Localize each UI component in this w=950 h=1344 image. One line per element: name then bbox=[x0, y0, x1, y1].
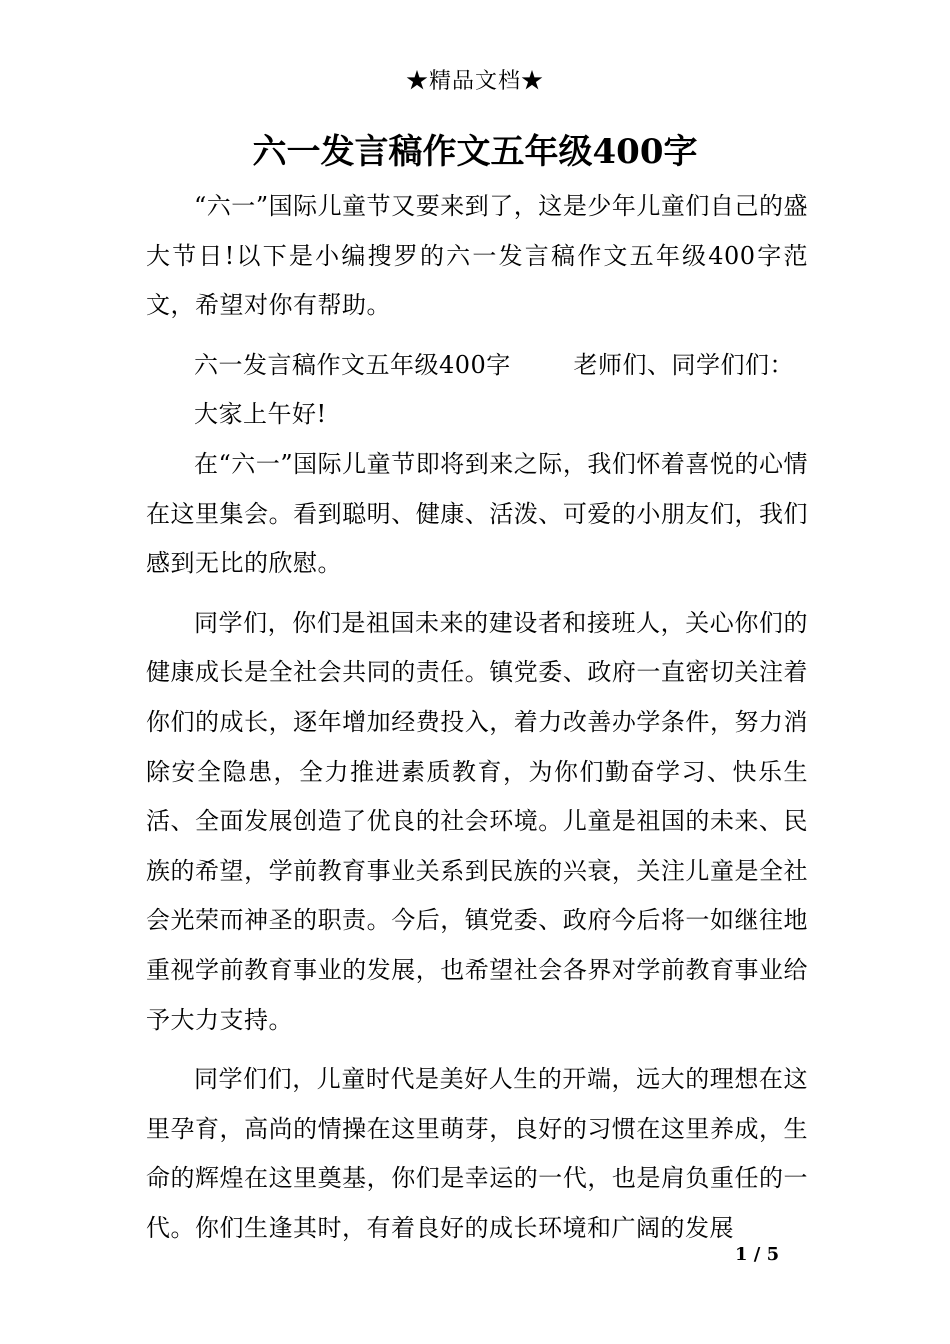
document-body bbox=[146, 182, 808, 1253]
body-paragraph-1: 在“六一”国际儿童节即将到来之际，我们怀着喜悦的心情在这里集会。看到聪明、健康、活泼、可爱的小朋友们，我们感到无比的欣慰。 bbox=[146, 449, 808, 578]
subtitle-left-text: 六一发言稿作文五年级400字 bbox=[194, 350, 511, 379]
page-header: ★精品文档★ bbox=[405, 69, 544, 94]
intro-paragraph: “六一”国际儿童节又要来到了，这是少年儿童们自己的盛大节日!以下是小编搜罗的六一发言稿作文五年级400字范文，希望对你有帮助。 bbox=[146, 192, 808, 320]
subtitle-right-text: 老师们、同学们们： bbox=[573, 350, 794, 379]
greeting-paragraph: 大家上午好! bbox=[194, 400, 327, 429]
page-number: 1 / 5 bbox=[735, 1244, 780, 1265]
body-paragraph-2: 同学们，你们是祖国未来的建设者和接班人，关心你们的健康成长是全社会共同的责任。镇党委、政府一直密切关注着你们的成长，逐年增加经费投入，着力改善办学条件，努力消除安全隐患，全力推进素质教育，为你们勤奋学习、快乐生活、全面发展创造了优良的社会环境。儿童是祖国的未来、民族的希望，学前教育事业关系到民族的兴衰，关注儿童是全社会光荣而神圣的职责。今后，镇党委、政府今后将一如继往地重视学前教育事业的发展，也希望社会各界对学前教育事业给予大力支持。 bbox=[146, 608, 808, 1034]
subtitle-line bbox=[146, 341, 808, 391]
body-paragraph-3: 同学们们，儿童时代是美好人生的开端，远大的理想在这里孕育，高尚的情操在这里萌芽，良好的习惯在这里养成，生命的辉煌在这里奠基，你们是幸运的一代，也是肩负重任的一代。你们生逢其时，有着良好的成长环境和广阔的发展 bbox=[146, 1065, 808, 1242]
document-title: 六一发言稿作文五年级400字 bbox=[252, 132, 698, 172]
